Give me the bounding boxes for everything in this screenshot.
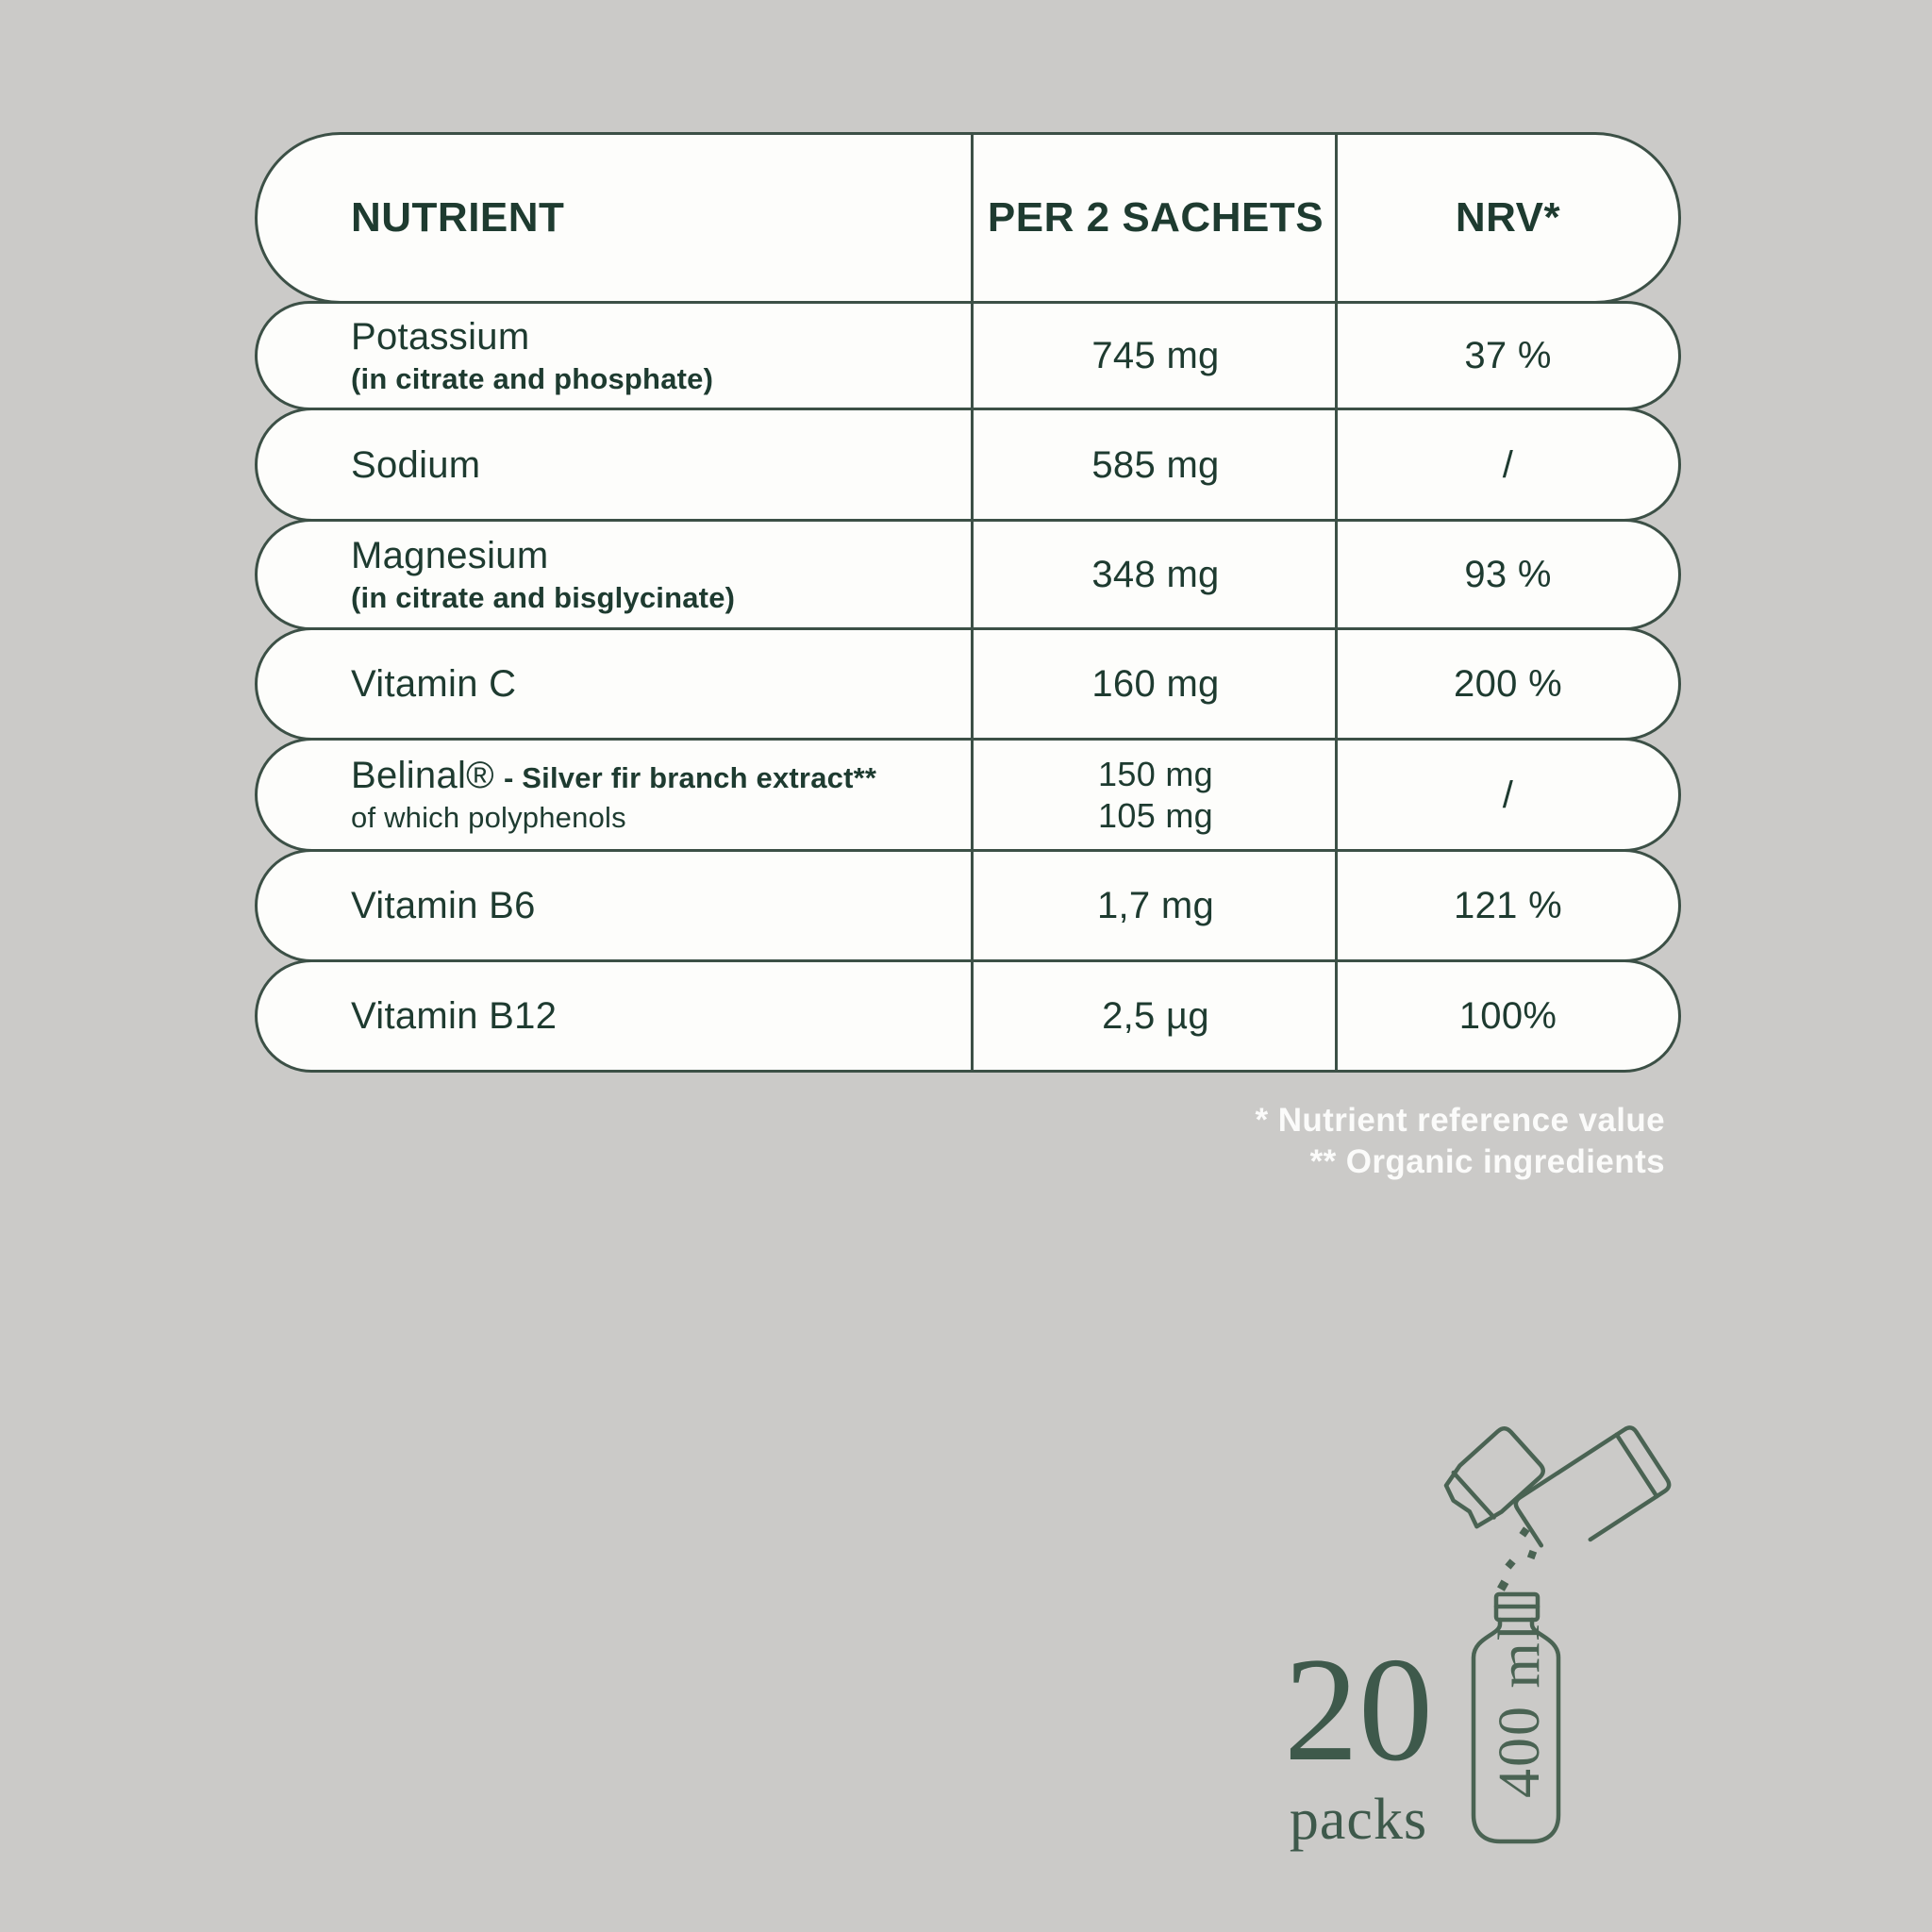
nutrition-table xyxy=(255,132,1681,1073)
nutrient-name-suffix: - Silver fir branch extract** xyxy=(503,761,877,795)
nutrient-name: Vitamin C xyxy=(351,663,517,705)
bottle-volume-label: 400 ml xyxy=(1488,1623,1552,1798)
nutrient-nrv: / xyxy=(1502,774,1514,816)
nutrient-name: Vitamin B12 xyxy=(351,995,558,1037)
table-row xyxy=(255,301,1681,410)
nutrient-nrv: 121 % xyxy=(1454,885,1562,926)
footnotes xyxy=(1256,1100,1665,1183)
nutrient-amount-secondary: 105 mg xyxy=(1098,795,1213,835)
nutrient-name: Belinal® xyxy=(351,755,494,797)
nutrient-amount: 745 mg xyxy=(1091,335,1220,376)
nutrient-subname: (in citrate and phosphate) xyxy=(351,361,714,395)
nutrient-nrv: 93 % xyxy=(1464,554,1552,595)
powder-dots-icon xyxy=(1497,1526,1537,1591)
table-row xyxy=(255,849,1681,962)
nutrient-amount: 160 mg xyxy=(1091,663,1220,705)
table-row xyxy=(255,738,1681,852)
nutrient-name: Magnesium xyxy=(351,534,549,576)
column-divider-1 xyxy=(971,132,974,1073)
nutrient-nrv: 100% xyxy=(1458,995,1557,1037)
nutrient-amount: 348 mg xyxy=(1091,554,1220,595)
nutrient-nrv: 37 % xyxy=(1464,335,1552,376)
sachet-torn-icon xyxy=(1439,1425,1546,1531)
nutrient-amount: 585 mg xyxy=(1091,443,1220,486)
nutrient-name: Sodium xyxy=(351,443,481,486)
pack-count-number: 20 xyxy=(1284,1627,1433,1792)
sachet-pouring-icon xyxy=(1513,1424,1672,1563)
column-divider-2 xyxy=(1335,132,1338,1073)
table-header-row xyxy=(255,132,1681,304)
col-header-nutrient: NUTRIENT xyxy=(351,194,565,241)
col-header-nrv: NRV* xyxy=(1455,194,1561,241)
table-row xyxy=(255,519,1681,630)
nutrient-name: Vitamin B6 xyxy=(351,885,536,926)
table-row xyxy=(255,627,1681,741)
table-row xyxy=(255,408,1681,522)
nutrient-amount: 2,5 µg xyxy=(1102,995,1209,1037)
nutrient-name: Potassium xyxy=(351,315,530,358)
table-row xyxy=(255,959,1681,1073)
footnote-nrv: * Nutrient reference value xyxy=(1255,1102,1665,1139)
nutrient-nrv: / xyxy=(1502,443,1514,486)
footnote-organic: ** Organic ingredients xyxy=(1309,1143,1665,1180)
nutrient-amount: 1,7 mg xyxy=(1096,885,1215,926)
pack-count-unit: packs xyxy=(1289,1788,1428,1853)
nutrient-subname: of which polyphenols xyxy=(351,801,626,835)
sachets-into-bottle-illustration xyxy=(1274,1415,1689,1924)
nutrient-nrv: 200 % xyxy=(1454,663,1562,705)
col-header-per-2-sachets: PER 2 SACHETS xyxy=(987,194,1324,241)
nutrient-subname: (in citrate and bisglycinate) xyxy=(351,580,736,614)
nutrient-amount: 150 mg xyxy=(1098,754,1213,793)
